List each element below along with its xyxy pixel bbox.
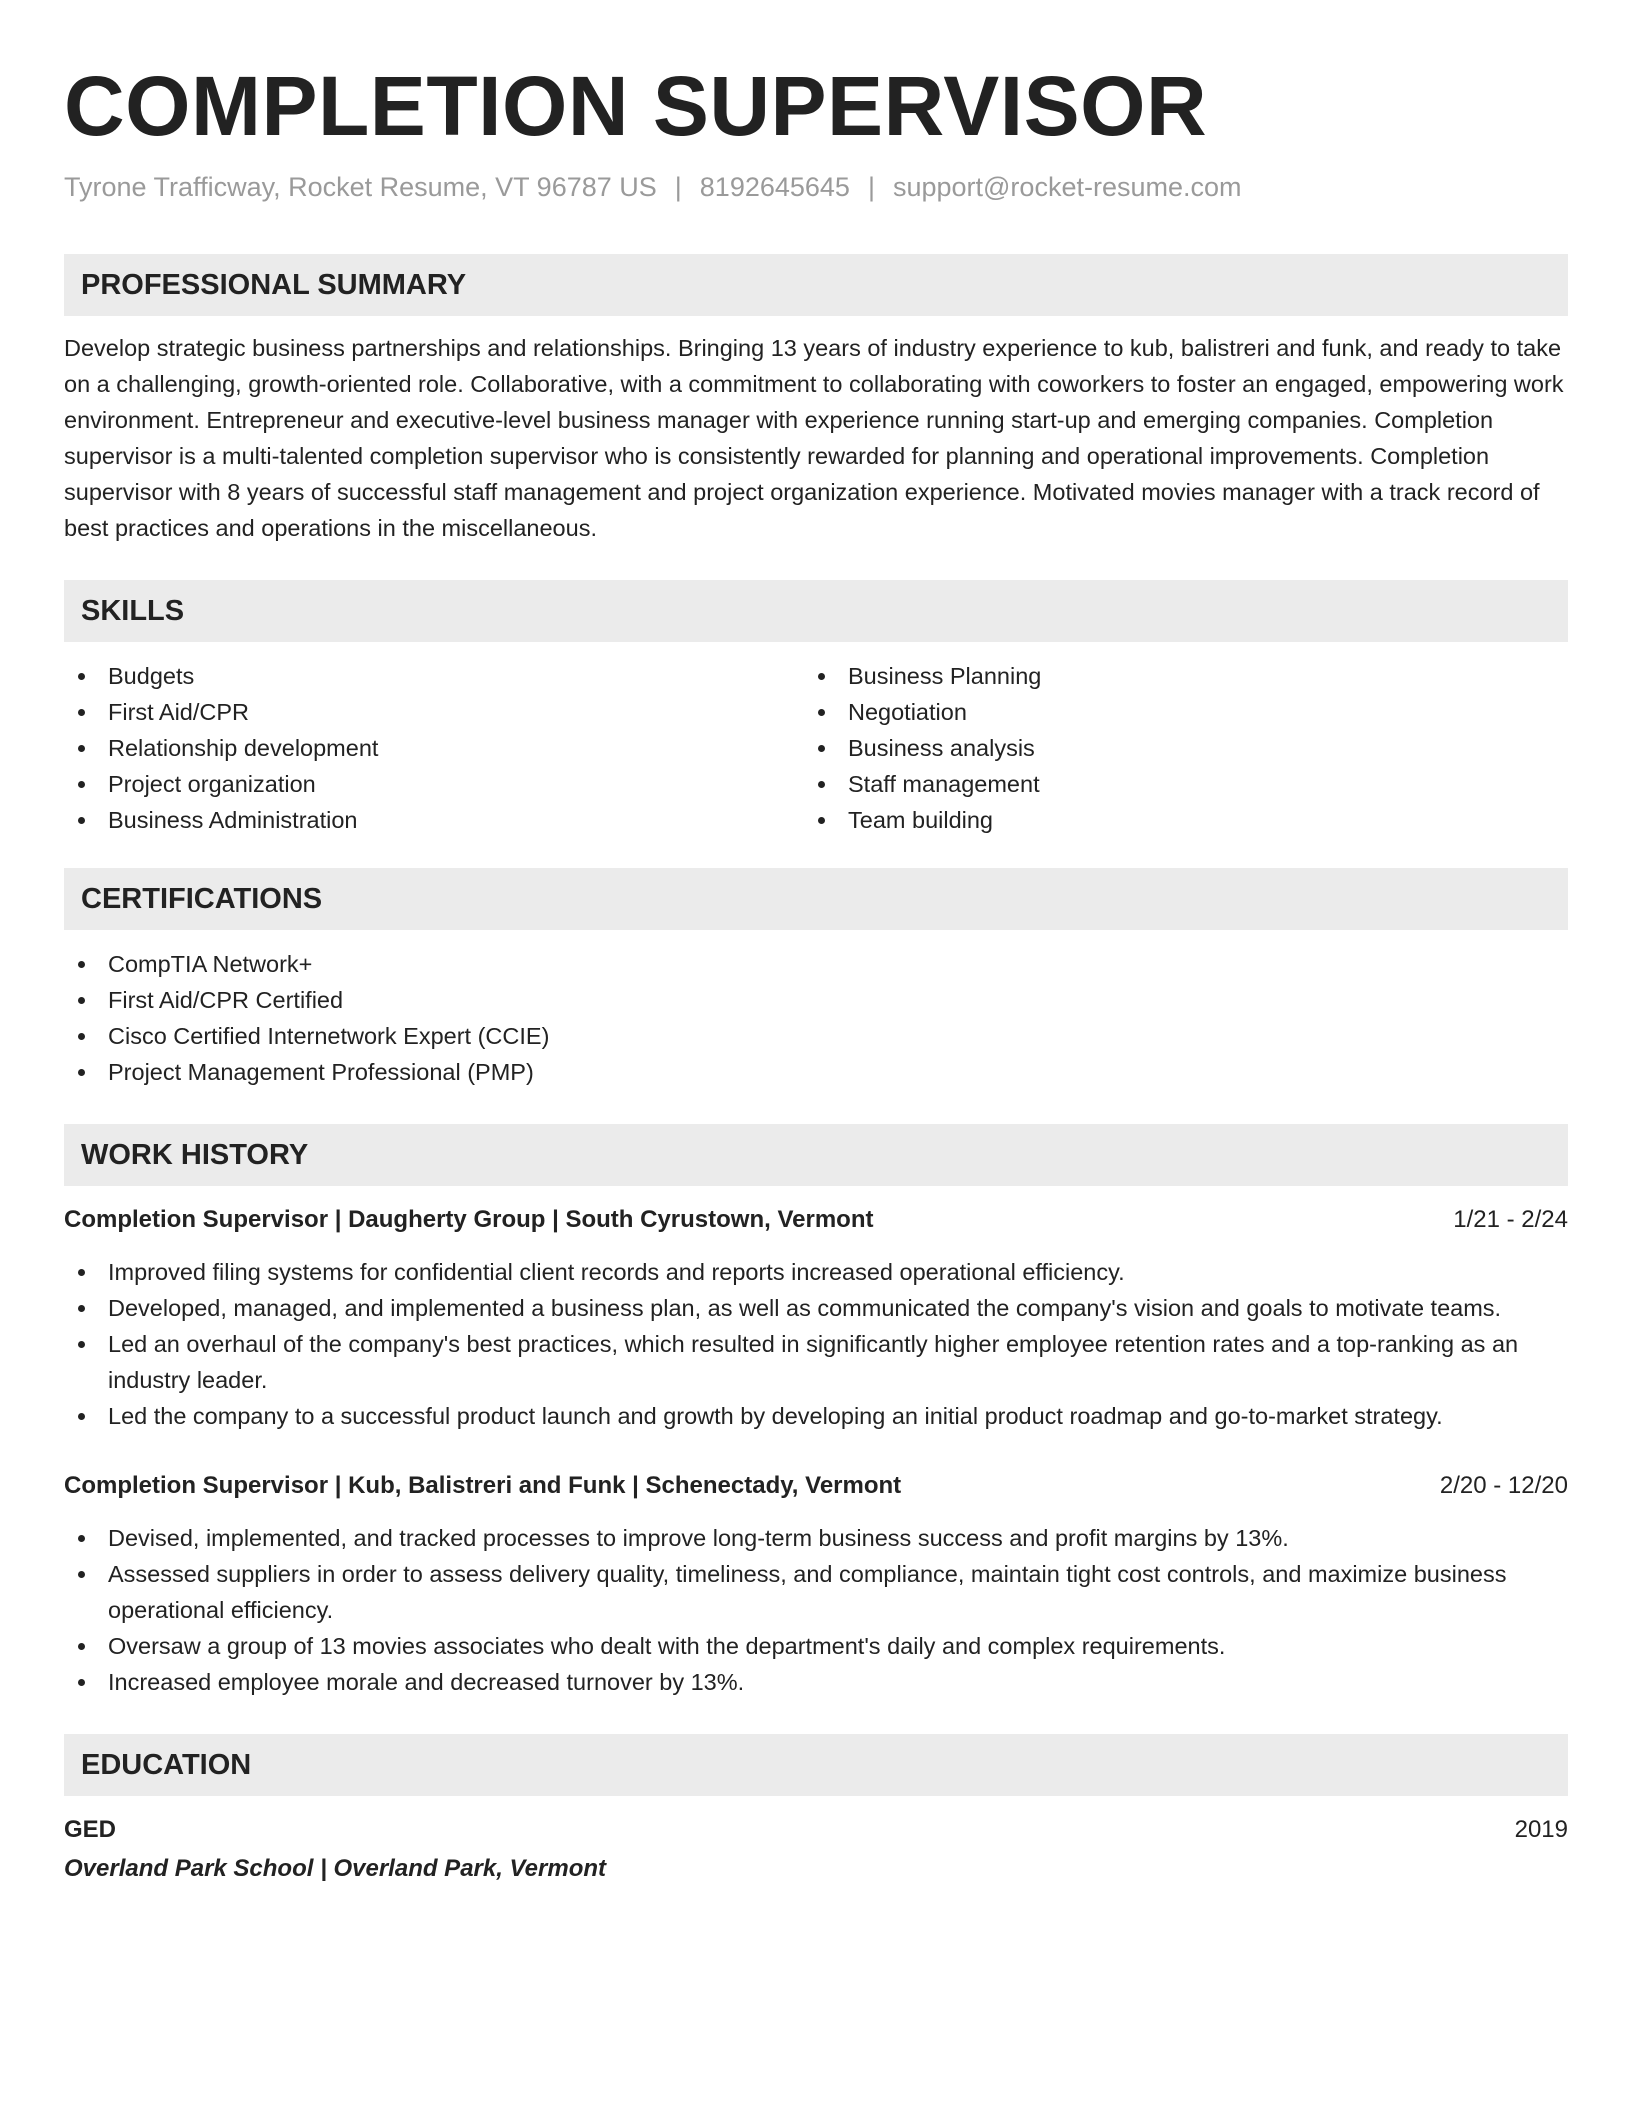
job-bullet: Devised, implemented, and tracked processes to improve long-term business success and profit margins by 13%.: [64, 1520, 1568, 1556]
job-bullet: Developed, managed, and implemented a business plan, as well as communicated the company's vision and goals to motivate teams.: [64, 1290, 1568, 1326]
section-heading-education: EDUCATION: [64, 1734, 1568, 1796]
skill-item: First Aid/CPR: [64, 694, 804, 730]
job-bullet: Led an overhaul of the company's best practices, which resulted in significantly higher employee retention rates and a top-ranking as an industry leader.: [64, 1326, 1568, 1398]
candidate-title: COMPLETION SUPERVISOR: [64, 59, 1208, 153]
skill-item: Business Planning: [804, 658, 1544, 694]
skill-item: Team building: [804, 802, 1544, 838]
certification-item: Cisco Certified Internetwork Expert (CCIE): [64, 1018, 1568, 1054]
job-header: [64, 1468, 1568, 1504]
skills-column-right: [804, 658, 1544, 838]
contact-address: Tyrone Trafficway, Rocket Resume, VT 96787 US: [64, 172, 657, 202]
job-bullet: Assessed suppliers in order to assess delivery quality, timeliness, and compliance, maintain tight cost controls, and maximize business operational efficiency.: [64, 1556, 1568, 1628]
certification-item: CompTIA Network+: [64, 946, 1568, 982]
contact-separator: |: [867, 172, 875, 202]
certification-item: Project Management Professional (PMP): [64, 1054, 1568, 1090]
skill-item: Business Administration: [64, 802, 804, 838]
job-bullets: [64, 1520, 1568, 1700]
skills-column-left: [64, 658, 804, 838]
education-year: 2019: [1514, 1816, 1568, 1843]
job-bullet: Oversaw a group of 13 movies associates who dealt with the department's daily and complex requirements.: [64, 1628, 1568, 1664]
contact-line: [64, 170, 1568, 204]
skill-item: Business analysis: [804, 730, 1544, 766]
contact-email: support@rocket-resume.com: [892, 172, 1242, 202]
skill-item: Relationship development: [64, 730, 804, 766]
education-header: [64, 1812, 1568, 1848]
skill-item: Staff management: [804, 766, 1544, 802]
skill-item: Budgets: [64, 658, 804, 694]
section-heading-skills: SKILLS: [64, 580, 1568, 642]
job-title: Completion Supervisor | Kub, Balistreri and Funk | Schenectady, Vermont: [64, 1472, 902, 1499]
job-bullets: [64, 1254, 1568, 1434]
skill-item: Negotiation: [804, 694, 1544, 730]
summary-text: Develop strategic business partnerships and relationships. Bringing 13 years of industry experience to kub, balistreri and funk, and ready to take on a challenging, growth-oriented role. Collaborative, with a commitment to collaborating with coworkers to foster an engaged, empowering work environment. Entrepreneur and executive-level business manager with experience running start-up and emerging companies. Completion supervisor is a multi-talented completion supervisor who is consistently rewarded for planning and operational improvements. Completion supervisor with 8 years of successful staff management and project organization experience. Motivated movies manager with a track record of best practices and operations in the miscellaneous.: [64, 335, 1564, 541]
job-dates: 1/21 - 2/24: [1453, 1206, 1568, 1233]
education-degree: GED: [64, 1816, 117, 1843]
section-heading-work-history: WORK HISTORY: [64, 1124, 1568, 1186]
job-bullet: Led the company to a successful product launch and growth by developing an initial product roadmap and go-to-market strategy.: [64, 1398, 1568, 1434]
job-header: [64, 1202, 1568, 1238]
job-bullet: Increased employee morale and decreased turnover by 13%.: [64, 1664, 1568, 1700]
skills-list: [64, 658, 1568, 838]
section-heading-summary: PROFESSIONAL SUMMARY: [64, 254, 1568, 316]
certifications-list: [64, 946, 1568, 1090]
contact-phone: 8192645645: [699, 172, 850, 202]
contact-separator: |: [674, 172, 682, 202]
certification-item: First Aid/CPR Certified: [64, 982, 1568, 1018]
job-title: Completion Supervisor | Daugherty Group | South Cyrustown, Vermont: [64, 1206, 874, 1233]
job-bullet: Improved filing systems for confidential client records and reports increased operational efficiency.: [64, 1254, 1568, 1290]
education-school: Overland Park School | Overland Park, Vermont: [64, 1855, 607, 1882]
skill-item: Project organization: [64, 766, 804, 802]
section-heading-certifications: CERTIFICATIONS: [64, 868, 1568, 930]
job-dates: 2/20 - 12/20: [1439, 1472, 1568, 1499]
